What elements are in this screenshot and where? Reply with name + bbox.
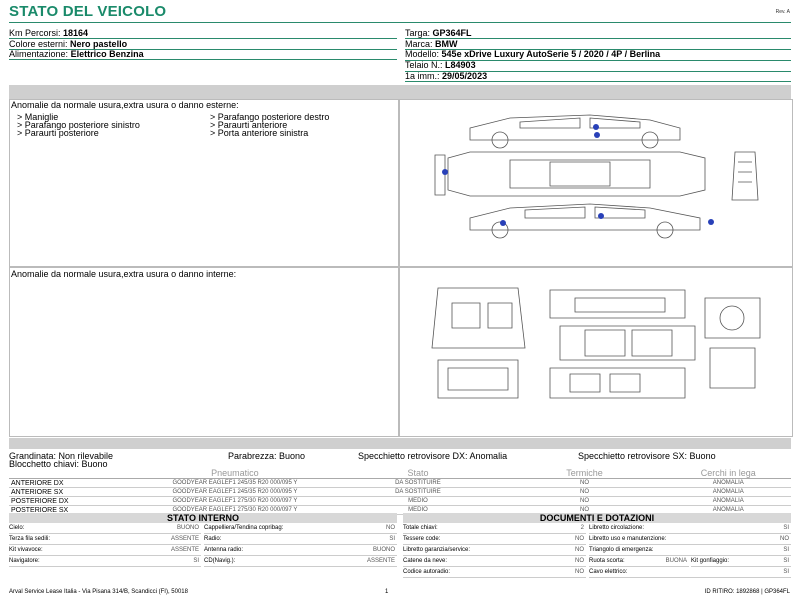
tyres-table: [9, 468, 791, 515]
km-field: Km Percorsi: 18164: [9, 28, 89, 38]
list-item: Terza fila sedili: ASSENTE: [9, 534, 201, 545]
table-row: POSTERIORE DX GOODYEAR EAGLEF1 275/30 R20 000/097 Y MEDIO NO ANOMALIA: [9, 497, 791, 506]
list-item: Catene da neve: NO: [403, 556, 586, 567]
mirror-sx-status: Specchietto retrovisore SX: Buono: [578, 451, 716, 461]
list-item: Cappelliera/Tendina copribag: NO: [204, 523, 397, 534]
mirror-dx-status: Specchietto retrovisore DX: Anomalia: [358, 451, 508, 461]
list-item: Cielo: BUONO: [9, 523, 201, 534]
state-header: Stato: [332, 468, 503, 479]
color-field: Colore esterni: Nero pastello: [9, 39, 128, 49]
registration-field: 1a imm.: 29/05/2023: [405, 71, 488, 81]
key-lock-status: Blocchetto chiavi: Buono: [9, 459, 108, 469]
fuel-field: Alimentazione: Elettrico Benzina: [9, 49, 144, 59]
footer-page-number: 1: [385, 589, 389, 595]
list-item: Totale chiavi: 2: [403, 523, 586, 534]
external-damage-title: Anomalie da normale usura,extra usura o danno esterne:: [11, 100, 239, 110]
chassis-field: Telaio N.: L84903: [405, 60, 476, 70]
rims-header: Cerchi in lega: [666, 468, 791, 479]
list-item: Cavo elettrico: SI: [589, 567, 791, 578]
revision-label: Rev. A: [775, 9, 790, 15]
internal-damage-panel: [9, 267, 399, 437]
list-item: Kit vivavoce: ASSENTE: [9, 545, 201, 556]
table-row: ANTERIORE SX GOODYEAR EAGLEF1 245/35 R20 000/095 Y DA SOSTITUIRE NO ANOMALIA: [9, 488, 791, 497]
plate-field: Targa: GP364FL: [405, 28, 472, 38]
hail-status: Grandinata: Non rilevabile: [9, 451, 114, 461]
list-item: CD(Navig.): ASSENTE: [204, 556, 397, 567]
car-interior-diagram: [400, 268, 792, 436]
car-exterior-diagram: [400, 100, 792, 266]
list-item: Antenna radio: BUONO: [204, 545, 397, 556]
list-item: Codice autoradio: NO: [403, 567, 586, 578]
model-field: Modello: 545e xDrive Luxury AutoSerie 5 / 2020 / 4P / Berlina: [405, 49, 661, 59]
list-item: Triangolo di emergenza: SI: [589, 545, 791, 556]
internal-diagram-panel: [399, 267, 793, 437]
list-item: Navigatore: SI: [9, 556, 201, 567]
title-divider: [9, 22, 791, 23]
section-bar: [9, 85, 791, 97]
list-item: Libretto garanzia/service: NO: [403, 545, 586, 556]
list-item: Libretto uso e manutenzione: NO: [589, 534, 791, 545]
external-diagram-panel: [399, 99, 793, 267]
list-item: Ruota scorta: BUONA: [589, 556, 689, 567]
interior-state-title: STATO INTERNO: [9, 513, 397, 523]
documents-title: DOCUMENTI E DOTAZIONI: [403, 513, 791, 523]
external-damage-list-2: > Parafango posteriore destro > Paraurti anteriore > Porta anteriore sinistra: [210, 112, 330, 138]
footer-id: ID RITIRO: 1892868 | GP364FL: [704, 589, 790, 595]
tyre-header: Pneumatico: [137, 468, 332, 479]
page-title: STATO DEL VEICOLO: [9, 3, 167, 20]
thermal-header: Termiche: [503, 468, 665, 479]
table-row: POSTERIORE SX GOODYEAR EAGLEF1 275/30 R20 000/097 Y MEDIO NO ANOMALIA: [9, 506, 791, 515]
conditions-bar: [9, 438, 791, 449]
windshield-status: Parabrezza: Buono: [228, 451, 306, 461]
table-row: ANTERIORE DX GOODYEAR EAGLEF1 245/35 R20 000/095 Y DA SOSTITUIRE NO ANOMALIA: [9, 479, 791, 488]
list-item: Radio: SI: [204, 534, 397, 545]
list-item: Libretto circolazione: SI: [589, 523, 791, 534]
list-item: Kit gonfiaggio: SI: [691, 556, 791, 567]
internal-damage-title: Anomalie da normale usura,extra usura o danno interne:: [11, 269, 237, 279]
list-item: Tessere code: NO: [403, 534, 586, 545]
external-damage-list-1: > Maniglie > Parafango posteriore sinistro > Paraurti posteriore: [17, 112, 140, 138]
footer-company: Arval Service Lease Italia - Via Pisana 314/B, Scandicci (FI), 50018: [9, 589, 188, 595]
brand-field: Marca: BMW: [405, 39, 458, 49]
